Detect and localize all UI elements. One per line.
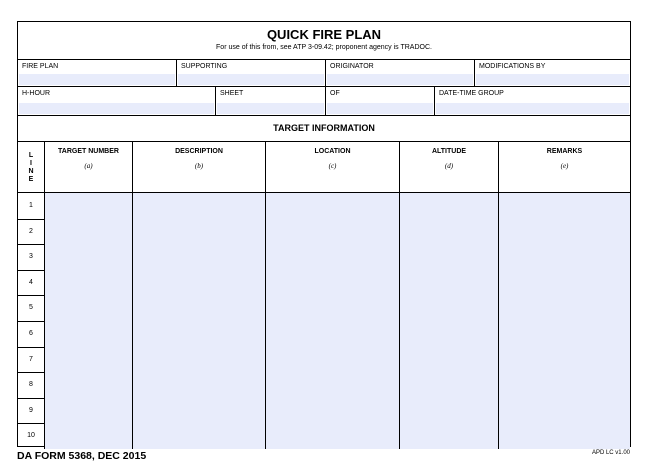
table-row: [18, 193, 630, 220]
modifications-by-label: MODIFICATIONS BY: [479, 63, 546, 70]
location-field[interactable]: [265, 321, 399, 347]
description-field[interactable]: [132, 398, 265, 424]
remarks-title: REMARKS: [546, 148, 583, 155]
h-hour-label: H-HOUR: [22, 90, 50, 97]
line-number: [18, 219, 44, 245]
location-field[interactable]: [265, 193, 399, 219]
location-field[interactable]: [265, 244, 399, 270]
location-subtitle: (c): [328, 162, 337, 170]
line-column-label: [18, 142, 44, 184]
location-field[interactable]: [265, 347, 399, 373]
of-label: OF: [330, 90, 340, 97]
table-row: [18, 295, 630, 322]
line-number: [18, 347, 44, 373]
altitude-subtitle: (d): [444, 162, 454, 170]
form-title: QUICK FIRE PLAN: [266, 27, 382, 42]
line-letter: L: [28, 152, 34, 159]
line-number-text: 6: [29, 330, 33, 337]
version-label: APD LC v1.00: [591, 450, 630, 456]
line-number-text: 8: [29, 381, 33, 389]
table-row: [18, 423, 630, 449]
originator-field[interactable]: [327, 74, 473, 85]
remarks-field[interactable]: [498, 270, 630, 296]
modifications-by-cell: [474, 59, 630, 86]
line-number: [18, 423, 44, 449]
altitude-field[interactable]: [399, 244, 498, 270]
altitude-field[interactable]: [399, 347, 498, 373]
line-number-text: 7: [29, 355, 33, 363]
line-number-text: 10: [27, 432, 35, 440]
remarks-field[interactable]: [498, 347, 630, 373]
line-number: [18, 295, 44, 321]
line-number-text: 5: [29, 304, 33, 312]
form-subtitle: For use of this from, see ATP 3-09.42; proponent agency is TRADOC.: [216, 44, 432, 51]
line-column-header: [18, 142, 44, 192]
location-header: [265, 142, 399, 192]
target-number-field[interactable]: [44, 244, 132, 270]
location-title: LOCATION: [314, 148, 351, 155]
quick-fire-plan-form: [17, 21, 631, 447]
target-number-field[interactable]: [44, 219, 132, 245]
remarks-field[interactable]: [498, 398, 630, 424]
target-number-subtitle: (a): [84, 162, 93, 170]
table-row: [18, 398, 630, 425]
description-field[interactable]: [132, 321, 265, 347]
description-subtitle: (b): [194, 162, 204, 170]
line-number-text: 4: [29, 278, 33, 286]
table-row: [18, 321, 630, 348]
sheet-label: SHEET: [220, 90, 244, 97]
date-time-group-label: DATE-TIME GROUP: [439, 90, 504, 97]
sheet-field[interactable]: [217, 103, 324, 114]
form-number: DA FORM 5368, DEC 2015: [17, 450, 147, 462]
line-number-text: 2: [29, 227, 33, 235]
remarks-subtitle: (e): [560, 162, 569, 170]
target-number-header: [44, 142, 132, 192]
supporting-field[interactable]: [178, 74, 324, 85]
altitude-field[interactable]: [399, 398, 498, 424]
sheet-cell: [215, 86, 325, 115]
form-header: [18, 22, 630, 60]
altitude-field[interactable]: [399, 193, 498, 219]
line-letter: E: [28, 176, 34, 183]
target-number-field[interactable]: [44, 270, 132, 296]
originator-label: ORIGINATOR: [330, 63, 374, 70]
remarks-field[interactable]: [498, 193, 630, 219]
line-number-text: 9: [29, 406, 33, 414]
table-row: [18, 372, 630, 399]
header-fields-row-2: [18, 86, 630, 116]
altitude-header: [399, 142, 498, 192]
remarks-header: [498, 142, 630, 192]
line-number: [18, 372, 44, 398]
target-number-field[interactable]: [44, 321, 132, 347]
remarks-field[interactable]: [498, 372, 630, 398]
fire-plan-cell: [18, 59, 176, 86]
location-field[interactable]: [265, 372, 399, 398]
location-field[interactable]: [265, 295, 399, 321]
of-cell: [325, 86, 434, 115]
h-hour-cell: [18, 86, 215, 115]
line-number: [18, 398, 44, 424]
location-field[interactable]: [265, 219, 399, 245]
of-field[interactable]: [327, 103, 433, 114]
altitude-field[interactable]: [399, 321, 498, 347]
description-field[interactable]: [132, 219, 265, 245]
table-row: [18, 244, 630, 271]
section-title: TARGET INFORMATION: [18, 115, 630, 142]
altitude-field[interactable]: [399, 372, 498, 398]
location-field[interactable]: [265, 270, 399, 296]
description-field[interactable]: [132, 270, 265, 296]
fire-plan-field[interactable]: [19, 74, 175, 85]
line-letter: N: [28, 168, 34, 175]
line-number-text: 3: [29, 253, 33, 261]
target-number-field[interactable]: [44, 295, 132, 321]
table-row: [18, 347, 630, 374]
description-field[interactable]: [132, 244, 265, 270]
altitude-field[interactable]: [399, 270, 498, 296]
target-number-field[interactable]: [44, 193, 132, 219]
line-number: [18, 270, 44, 296]
line-number: [18, 321, 44, 347]
description-header: [132, 142, 265, 192]
fire-plan-label: FIRE PLAN: [22, 63, 59, 70]
altitude-field[interactable]: [399, 295, 498, 321]
table-row: [18, 219, 630, 246]
description-field[interactable]: [132, 295, 265, 321]
target-number-field[interactable]: [44, 372, 132, 398]
line-letter: I: [30, 160, 32, 167]
supporting-label: SUPPORTING: [181, 63, 228, 70]
target-number-field[interactable]: [44, 347, 132, 373]
originator-cell: [325, 59, 474, 86]
location-field[interactable]: [265, 398, 399, 424]
description-field[interactable]: [132, 423, 265, 449]
supporting-cell: [176, 59, 325, 86]
date-time-group-cell: [434, 86, 630, 115]
remarks-field[interactable]: [498, 219, 630, 245]
description-field[interactable]: [132, 193, 265, 219]
remarks-field[interactable]: [498, 321, 630, 347]
modifications-by-field[interactable]: [476, 74, 629, 85]
target-number-field[interactable]: [44, 398, 132, 424]
target-number-field[interactable]: [44, 423, 132, 449]
column-header-row: [18, 142, 630, 193]
description-title: DESCRIPTION: [175, 148, 223, 155]
h-hour-field[interactable]: [19, 103, 214, 114]
altitude-field[interactable]: [399, 423, 498, 449]
line-number: [18, 244, 44, 270]
remarks-field[interactable]: [498, 295, 630, 321]
altitude-field[interactable]: [399, 219, 498, 245]
altitude-title: ALTITUDE: [431, 148, 467, 155]
line-number: [18, 193, 44, 219]
remarks-field[interactable]: [498, 423, 630, 449]
description-field[interactable]: [132, 347, 265, 373]
line-number-text: 1: [29, 202, 33, 209]
target-number-title: TARGET NUMBER: [58, 148, 119, 155]
description-field[interactable]: [132, 372, 265, 398]
location-field[interactable]: [265, 423, 399, 449]
header-fields-row-1: [18, 59, 630, 87]
remarks-field[interactable]: [498, 244, 630, 270]
date-time-group-field[interactable]: [436, 103, 629, 114]
table-row: [18, 270, 630, 297]
